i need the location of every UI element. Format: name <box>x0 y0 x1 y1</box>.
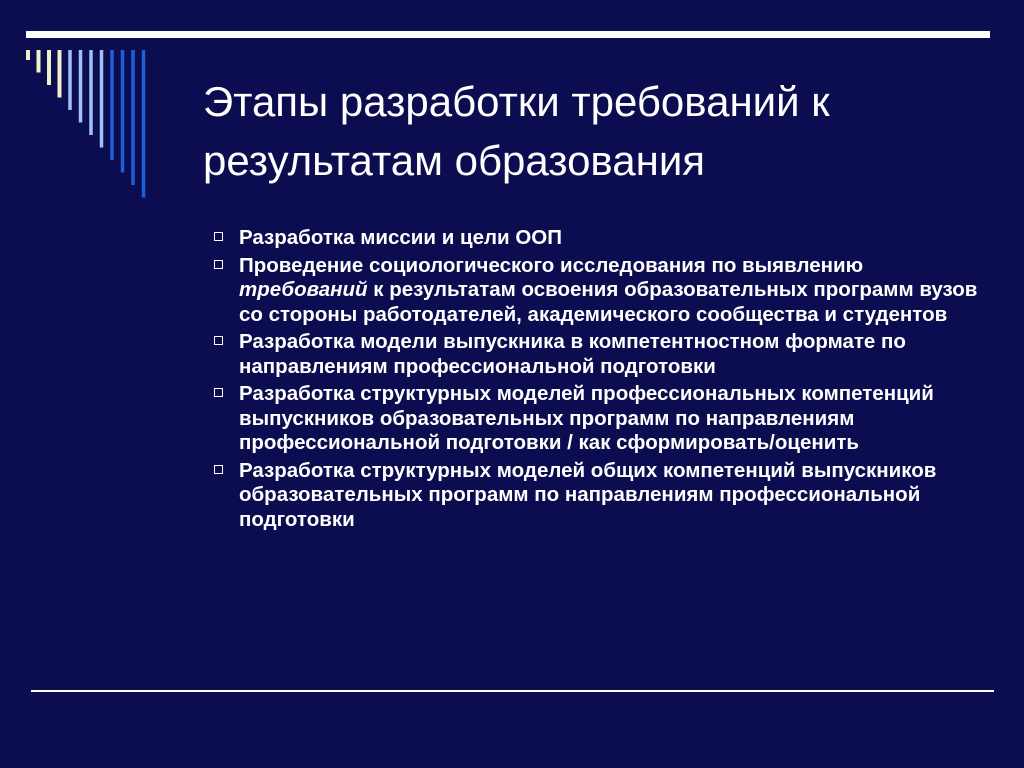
hollow-square-icon <box>214 465 223 474</box>
bullet-item <box>213 330 993 379</box>
hollow-square-icon <box>214 260 223 269</box>
bullet-text-segment: Разработка структурных моделей профессиональных компетенций выпускников образовательных программ по направлениям профессиональной подготовки / как сформировать/оценить <box>239 382 934 454</box>
hollow-square-icon <box>214 232 223 241</box>
bullet-text <box>239 330 906 378</box>
bullet-text-segment: Проведение социологического исследования по выявлению <box>239 253 864 277</box>
bullet-item <box>213 226 993 251</box>
bullet-text <box>239 459 936 531</box>
bullet-text <box>239 254 977 326</box>
bullet-item <box>213 382 993 456</box>
bullet-text-segment: к результатам освоения образовательных программ вузов со стороны работодателей, академического сообщества и студентов <box>239 278 978 326</box>
hollow-square-icon <box>214 388 223 397</box>
bullet-item <box>213 254 993 328</box>
bullet-text-segment: Разработка миссии и цели ООП <box>239 226 562 249</box>
hollow-square-icon <box>214 336 223 345</box>
bullet-text <box>239 382 934 454</box>
bullet-text-segment: Разработка структурных моделей общих компетенций выпускников образовательных программ по направлениям профессиональной подготовки <box>239 458 937 531</box>
slide-title <box>203 72 993 190</box>
slide-title-line-1: Этапы разработки требований к <box>203 78 830 125</box>
bullet-text-segment: Разработка модели выпускника в компетентностном формате по направлениям профессиональной подготовки <box>239 330 906 378</box>
bottom-divider <box>31 690 994 692</box>
decorative-stripes <box>0 0 180 220</box>
slide-title-line-2: результатам образования <box>203 137 706 184</box>
bullet-text-emphasis: требований <box>239 278 368 301</box>
bullet-text <box>239 226 562 249</box>
bullet-list <box>213 226 993 535</box>
bullet-item <box>213 459 993 533</box>
